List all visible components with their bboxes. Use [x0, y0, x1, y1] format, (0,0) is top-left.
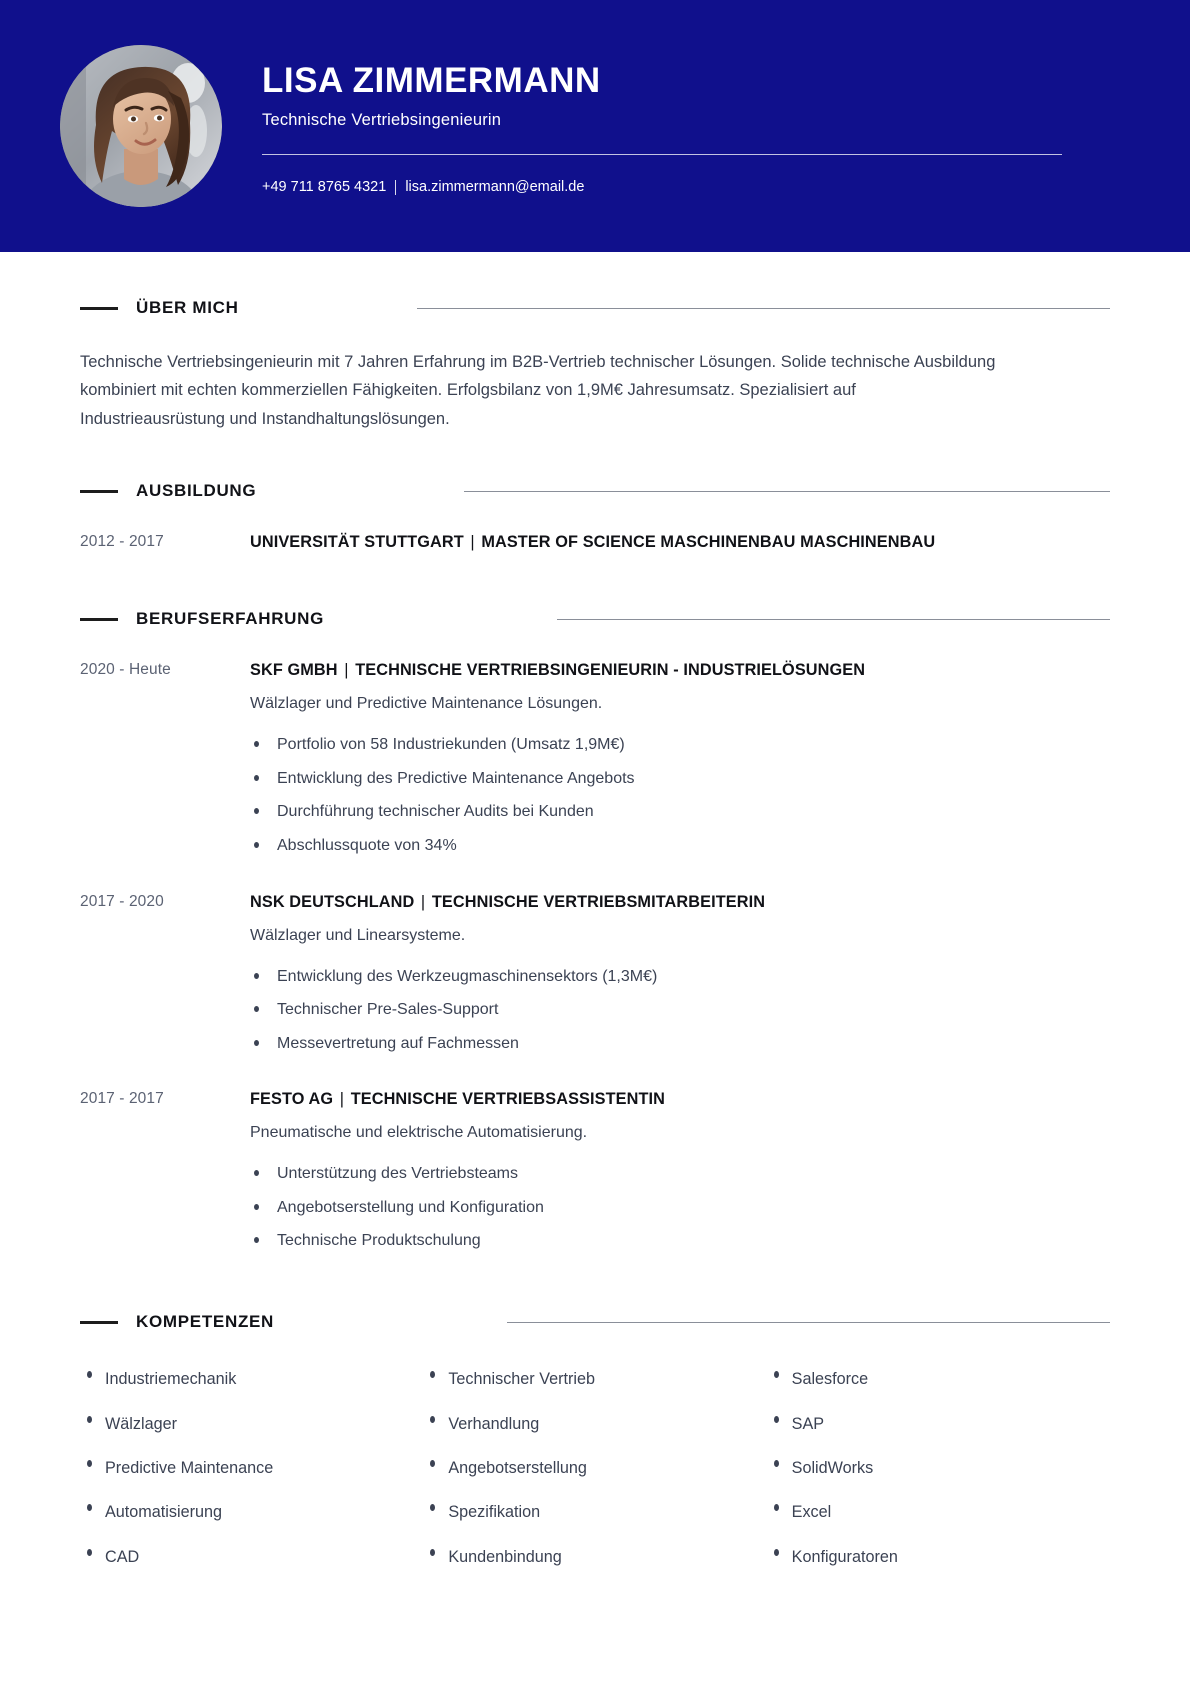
experience-date: 2017 - 2017	[80, 1090, 164, 1108]
skill-item: Kundenbindung	[423, 1540, 766, 1575]
list-item: Entwicklung des Werkzeugmaschinensektors (1,3M€)	[250, 966, 1110, 988]
experience-detail	[250, 659, 1110, 856]
page-title: LISA ZIMMERMANN	[262, 60, 601, 100]
experience-company: FESTO AG	[250, 1090, 334, 1109]
skill-item: Industriemechanik	[80, 1362, 423, 1397]
skill-item: Spezifikation	[423, 1495, 766, 1530]
experience-summary: Pneumatische und elektrische Automatisierung.	[250, 1124, 588, 1142]
list-item: Unterstützung des Vertriebsteams	[250, 1163, 1110, 1185]
education-entry	[80, 531, 1110, 553]
section-rule	[417, 308, 1110, 309]
skill-item: SAP	[767, 1407, 1110, 1442]
experience-summary: Wälzlager und Predictive Maintenance Lösungen.	[250, 695, 603, 713]
education-date: 2012 - 2017	[80, 533, 164, 551]
section-title-education: AUSBILDUNG	[136, 481, 257, 501]
title-separator: |	[335, 1090, 349, 1109]
section-dash-icon	[80, 490, 118, 493]
section-dash-icon	[80, 618, 118, 621]
list-item: Technische Produktschulung	[250, 1230, 1110, 1252]
skill-item: Predictive Maintenance	[80, 1451, 423, 1486]
experience-role: TECHNISCHE VERTRIEBSINGENIEURIN - INDUSTRIELÖSUNGEN	[355, 661, 866, 680]
section-dash-icon	[80, 1321, 118, 1324]
experience-entry	[80, 891, 1110, 1055]
section-header-skills	[80, 1312, 1110, 1332]
section-header-education	[80, 481, 1110, 501]
section-about	[80, 298, 1110, 433]
section-dash-icon	[80, 307, 118, 310]
about-paragraph: Technische Vertriebsingenieurin mit 7 Jahren Erfahrung im B2B-Vertrieb technischer Lösungen. Solide technische Ausbildung kombiniert mit echten kommerziellen Fähigkeiten. Erfolgsbilanz von 1,9M€ Jahresumsatz. Spezialisiert auf Industrieausrüstung und Instandhaltungslösungen.	[80, 353, 996, 428]
experience-company: NSK DEUTSCHLAND	[250, 892, 415, 911]
skill-item: Konfiguratoren	[767, 1540, 1110, 1575]
resume-header	[0, 0, 1190, 252]
experience-entry	[80, 1088, 1110, 1252]
skills-column	[423, 1362, 766, 1584]
list-item: Durchführung technischer Audits bei Kunden	[250, 801, 1110, 823]
skill-item: Verhandlung	[423, 1407, 766, 1442]
section-skills	[80, 1312, 1110, 1584]
section-experience	[80, 609, 1110, 1252]
skill-item: Excel	[767, 1495, 1110, 1530]
title-separator: |	[416, 892, 430, 911]
contact-line	[262, 179, 1062, 195]
title-separator: |	[465, 533, 480, 552]
education-detail	[250, 531, 1110, 553]
list-item: Angebotserstellung und Konfiguration	[250, 1197, 1110, 1219]
skill-item: CAD	[80, 1540, 423, 1575]
list-item: Portfolio von 58 Industriekunden (Umsatz 1,9M€)	[250, 734, 1110, 756]
section-header-about	[80, 298, 1110, 318]
section-education	[80, 481, 1110, 553]
experience-company: SKF GMBH	[250, 661, 338, 680]
phone-text: +49 711 8765 4321	[262, 179, 387, 196]
experience-role: TECHNISCHE VERTRIEBSMITARBEITERIN	[431, 892, 766, 911]
email-text: lisa.zimmermann@email.de	[405, 179, 585, 196]
experience-bullets	[250, 966, 1110, 1055]
portrait-photo-icon	[60, 45, 222, 207]
avatar	[60, 45, 222, 207]
experience-bullets	[250, 734, 1110, 856]
skill-item: Wälzlager	[80, 1407, 423, 1442]
skills-column	[767, 1362, 1110, 1584]
title-separator: |	[339, 661, 354, 680]
skills-column	[80, 1362, 423, 1584]
skill-item: Salesforce	[767, 1362, 1110, 1397]
experience-detail	[250, 891, 1110, 1055]
section-rule	[557, 619, 1110, 620]
education-title	[250, 531, 1110, 553]
list-item: Messevertretung auf Fachmessen	[250, 1033, 1110, 1055]
experience-entry	[80, 659, 1110, 856]
list-item: Abschlussquote von 34%	[250, 835, 1110, 857]
section-rule	[464, 491, 1110, 492]
skill-item: SolidWorks	[767, 1451, 1110, 1486]
header-job-title: Technische Vertriebsingenieurin	[262, 111, 502, 130]
section-header-experience	[80, 609, 1110, 629]
experience-date: 2017 - 2020	[80, 892, 164, 910]
skills-grid	[80, 1362, 1110, 1584]
experience-title	[250, 1088, 1110, 1110]
experience-role: TECHNISCHE VERTRIEBSASSISTENTIN	[350, 1090, 665, 1109]
experience-title	[250, 891, 1110, 913]
list-item: Technischer Pre-Sales-Support	[250, 999, 1110, 1021]
resume-body	[0, 252, 1190, 1654]
skill-item: Technischer Vertrieb	[423, 1362, 766, 1397]
list-item: Entwicklung des Predictive Maintenance Angebots	[250, 768, 1110, 790]
contact-separator	[395, 180, 396, 195]
experience-bullets	[250, 1163, 1110, 1252]
header-divider	[262, 154, 1062, 155]
skill-item: Automatisierung	[80, 1495, 423, 1530]
experience-detail	[250, 1088, 1110, 1252]
skill-item: Angebotserstellung	[423, 1451, 766, 1486]
section-rule	[507, 1322, 1110, 1323]
section-title-experience: BERUFSERFAHRUNG	[136, 609, 325, 629]
section-title-about: ÜBER MICH	[136, 298, 239, 317]
education-degree: MASTER OF SCIENCE MASCHINENBAU MASCHINENBAU	[481, 533, 936, 552]
experience-date: 2020 - Heute	[80, 661, 171, 679]
section-title-skills: KOMPETENZEN	[136, 1312, 275, 1332]
experience-title	[250, 659, 1110, 681]
education-institution: UNIVERSITÄT STUTTGART	[250, 533, 464, 552]
header-text-block	[262, 57, 1062, 195]
experience-summary: Wälzlager und Linearsysteme.	[250, 926, 466, 944]
